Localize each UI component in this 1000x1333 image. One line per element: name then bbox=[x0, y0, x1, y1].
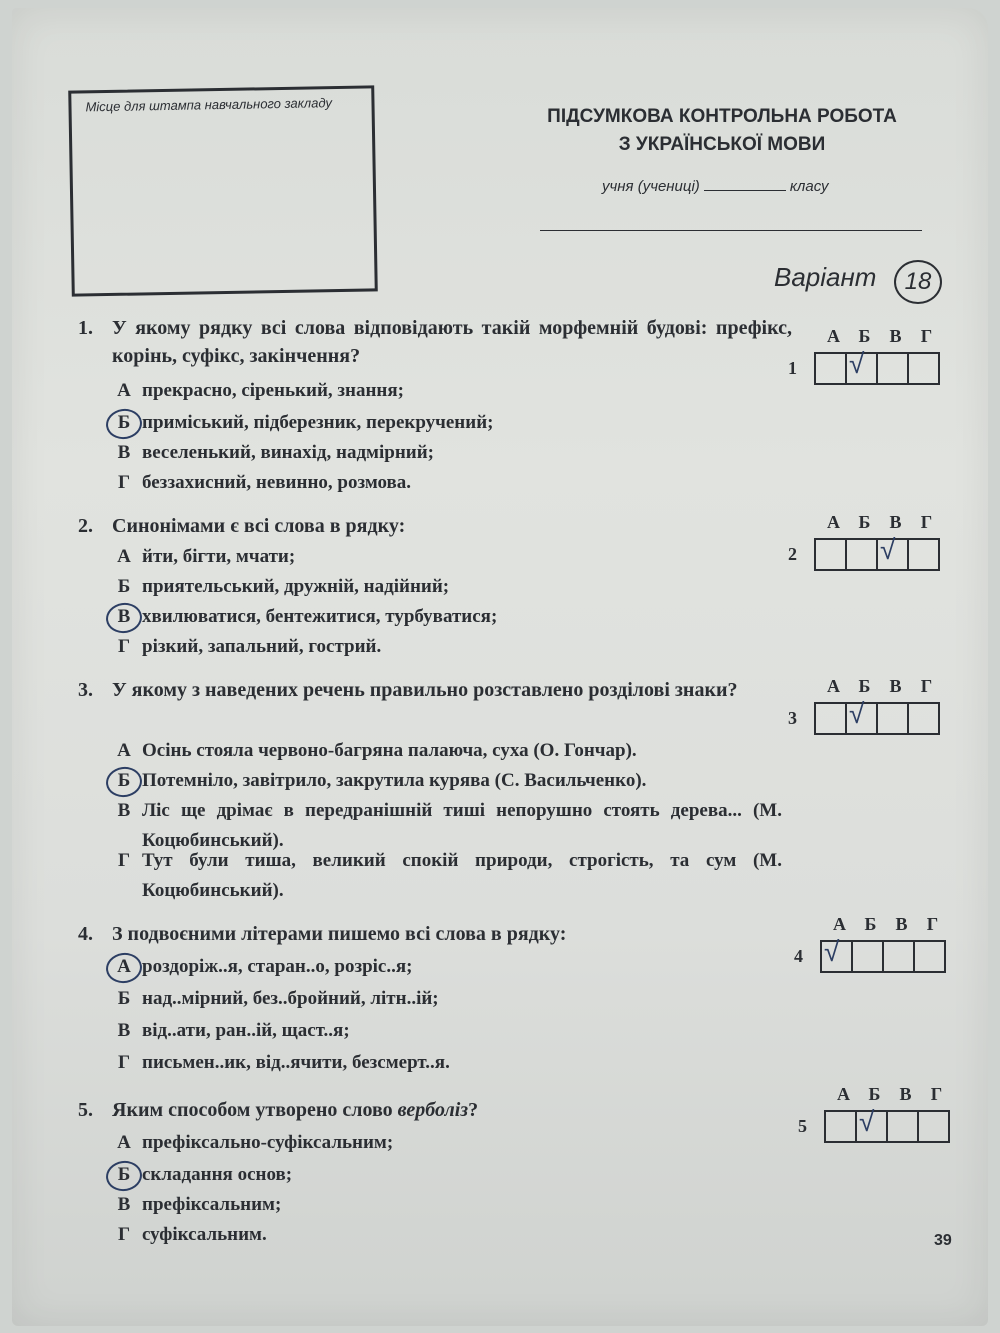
question-number: 3. bbox=[78, 679, 93, 701]
stamp-label: Місце для штампа навчального закладу bbox=[85, 95, 333, 115]
option-letter: Б bbox=[117, 576, 131, 597]
option-text: префіксально-суфіксальним; bbox=[142, 1132, 394, 1153]
grid-cell-d[interactable] bbox=[913, 940, 946, 973]
question-text-italic: верболіз bbox=[397, 1099, 469, 1121]
grid-letter: А bbox=[833, 914, 846, 934]
class-blank bbox=[704, 178, 786, 191]
question-number: 1. bbox=[78, 317, 93, 339]
grid-letter: Б bbox=[858, 326, 871, 346]
question-text bbox=[112, 1096, 792, 1124]
grid-letter: В bbox=[889, 676, 902, 696]
option-letter: А bbox=[117, 380, 131, 401]
option-text: письмен..ик, від..ячити, безсмерт..я. bbox=[142, 1052, 450, 1073]
grid-letter: А bbox=[837, 1084, 850, 1104]
option-text: хвилюватися, бентежитися, турбуватися; bbox=[142, 606, 498, 627]
option-letter: А bbox=[117, 740, 131, 761]
title-line-2: З УКРАЇНСЬКОЇ МОВИ bbox=[618, 134, 826, 155]
grid-cells bbox=[822, 936, 946, 973]
variant-number: 18 bbox=[894, 260, 942, 304]
question-number: 5. bbox=[78, 1099, 93, 1121]
grid-letter: В bbox=[889, 512, 902, 532]
option-text: беззахисний, невинно, розмова. bbox=[142, 472, 412, 493]
question-text-plain: Яким способом утворено слово bbox=[112, 1099, 398, 1121]
title-line-1: ПІДСУМКОВА КОНТРОЛЬНА РОБОТА bbox=[547, 106, 897, 127]
grid-cell-d[interactable] bbox=[907, 702, 940, 735]
grid-cell-c[interactable] bbox=[886, 1110, 919, 1143]
grid-cell-b[interactable] bbox=[845, 698, 878, 735]
option-letter: В bbox=[117, 1194, 131, 1215]
grid-letter: А bbox=[827, 676, 840, 696]
grid-row-number: 5 bbox=[798, 1116, 807, 1136]
check-mark: √ bbox=[880, 534, 896, 565]
question-text-end: ? bbox=[468, 1099, 479, 1121]
option-text: Тут були тиша, великий спокій природи, строгість, та сум (М. Коцюбинський). bbox=[142, 850, 782, 901]
grid-cell-b[interactable] bbox=[851, 940, 884, 973]
option-text: Осінь стояла червоно-багряна палаюча, суха (О. Гончар). bbox=[142, 740, 637, 761]
question-text: У якому рядку всі слова відповідають такій морфемній будові: префікс, корінь, суфікс, закінчення? bbox=[112, 317, 792, 367]
check-mark: √ bbox=[824, 936, 840, 967]
grid-cells bbox=[816, 534, 940, 571]
question-text: З подвоєними літерами пишемо всі слова в рядку: bbox=[112, 923, 567, 945]
grid-row-number: 3 bbox=[788, 708, 797, 728]
grid-letter: В bbox=[895, 914, 908, 934]
grid-cells bbox=[816, 348, 940, 385]
option-letter: А bbox=[117, 956, 131, 977]
grid-letter: Г bbox=[930, 1084, 943, 1104]
student-line bbox=[602, 178, 829, 195]
grid-cell-b[interactable] bbox=[855, 1106, 888, 1143]
option-letter: Г bbox=[117, 1052, 131, 1073]
grid-letter: Г bbox=[920, 512, 933, 532]
grid-cell-c[interactable] bbox=[876, 534, 909, 571]
grid-cell-c[interactable] bbox=[876, 352, 909, 385]
grid-letter: Б bbox=[868, 1084, 881, 1104]
grid-letter: Г bbox=[920, 326, 933, 346]
grid-cell-a[interactable] bbox=[814, 702, 847, 735]
option-text: Ліс ще дрімає в передранішній тиші непорушно стоять дерева... (М. Коцюбинський). bbox=[142, 800, 782, 851]
option-text: суфіксальним. bbox=[142, 1224, 267, 1245]
student-suffix: класу bbox=[789, 178, 829, 195]
check-mark: √ bbox=[849, 348, 865, 379]
grid-cell-d[interactable] bbox=[907, 538, 940, 571]
option-letter: В bbox=[117, 442, 131, 463]
stamp-box bbox=[68, 85, 378, 296]
grid-letter: А bbox=[827, 326, 840, 346]
option-letter: Г bbox=[117, 1224, 131, 1245]
option-text: від..ати, ран..ій, щаст..я; bbox=[142, 1020, 350, 1041]
grid-cell-d[interactable] bbox=[917, 1110, 950, 1143]
grid-letter: Б bbox=[864, 914, 877, 934]
option-text: над..мірний, без..бройний, літн..ій; bbox=[142, 988, 439, 1009]
option-text: роздоріж..я, старан..о, розріс..я; bbox=[142, 956, 413, 977]
option-text: Потемніло, завітрило, закрутила курява (С. Васильченко). bbox=[142, 770, 647, 791]
option-text: прекрасно, сіренький, знання; bbox=[142, 380, 404, 401]
option-text: приміський, підберезник, перекручений; bbox=[142, 412, 494, 433]
grid-cell-d[interactable] bbox=[907, 352, 940, 385]
question-number: 2. bbox=[78, 515, 93, 537]
grid-cell-c[interactable] bbox=[882, 940, 915, 973]
option-letter: А bbox=[117, 546, 131, 567]
option-text: йти, бігти, мчати; bbox=[142, 546, 296, 567]
question-text: Синонімами є всі слова в рядку: bbox=[112, 515, 406, 537]
grid-row-number: 4 bbox=[794, 946, 803, 966]
option-letter: Б bbox=[117, 412, 131, 433]
grid-letter: Б bbox=[858, 676, 871, 696]
grid-letter: Г bbox=[920, 676, 933, 696]
question-text: У якому з наведених речень правильно розставлено розділові знаки? bbox=[112, 679, 738, 701]
grid-cell-c[interactable] bbox=[876, 702, 909, 735]
option-letter: Б bbox=[117, 988, 131, 1009]
grid-cell-a[interactable] bbox=[820, 936, 853, 973]
grid-letter: В bbox=[889, 326, 902, 346]
grid-cells bbox=[816, 698, 940, 735]
option-text: приятельський, дружній, надійний; bbox=[142, 576, 450, 597]
variant-label: Варіант bbox=[774, 262, 877, 292]
grid-cell-b[interactable] bbox=[845, 348, 878, 385]
option-text: префіксальним; bbox=[142, 1194, 282, 1215]
grid-row-number: 2 bbox=[788, 544, 797, 564]
check-mark: √ bbox=[859, 1106, 875, 1137]
option-letter: Г bbox=[117, 472, 131, 493]
grid-cell-b[interactable] bbox=[845, 538, 878, 571]
option-text: веселенький, винахід, надмірний; bbox=[142, 442, 435, 463]
option-letter: А bbox=[117, 1132, 131, 1153]
option-letter: В bbox=[117, 800, 131, 821]
page-number: 39 bbox=[934, 1232, 952, 1249]
grid-cells bbox=[826, 1106, 950, 1143]
grid-letter: А bbox=[827, 512, 840, 532]
option-letter: Б bbox=[117, 1164, 131, 1185]
option-letter: Г bbox=[117, 636, 131, 657]
option-letter: В bbox=[117, 1020, 131, 1041]
grid-letter: Г bbox=[926, 914, 939, 934]
option-text: різкий, запальний, гострий. bbox=[142, 636, 382, 657]
grid-cell-a[interactable] bbox=[814, 538, 847, 571]
grid-row-number: 1 bbox=[788, 358, 797, 378]
option-letter: Г bbox=[117, 850, 131, 871]
grid-letter: Б bbox=[858, 512, 871, 532]
name-line bbox=[540, 230, 922, 231]
grid-cell-a[interactable] bbox=[814, 352, 847, 385]
grid-letter: В bbox=[899, 1084, 912, 1104]
option-letter: Б bbox=[117, 770, 131, 791]
student-prefix: учня (учениці) bbox=[602, 178, 700, 195]
option-letter: В bbox=[117, 606, 131, 627]
check-mark: √ bbox=[849, 698, 865, 729]
worksheet-page bbox=[12, 8, 988, 1326]
grid-cell-a[interactable] bbox=[824, 1110, 857, 1143]
question-number: 4. bbox=[78, 923, 93, 945]
option-text: складання основ; bbox=[142, 1164, 293, 1185]
